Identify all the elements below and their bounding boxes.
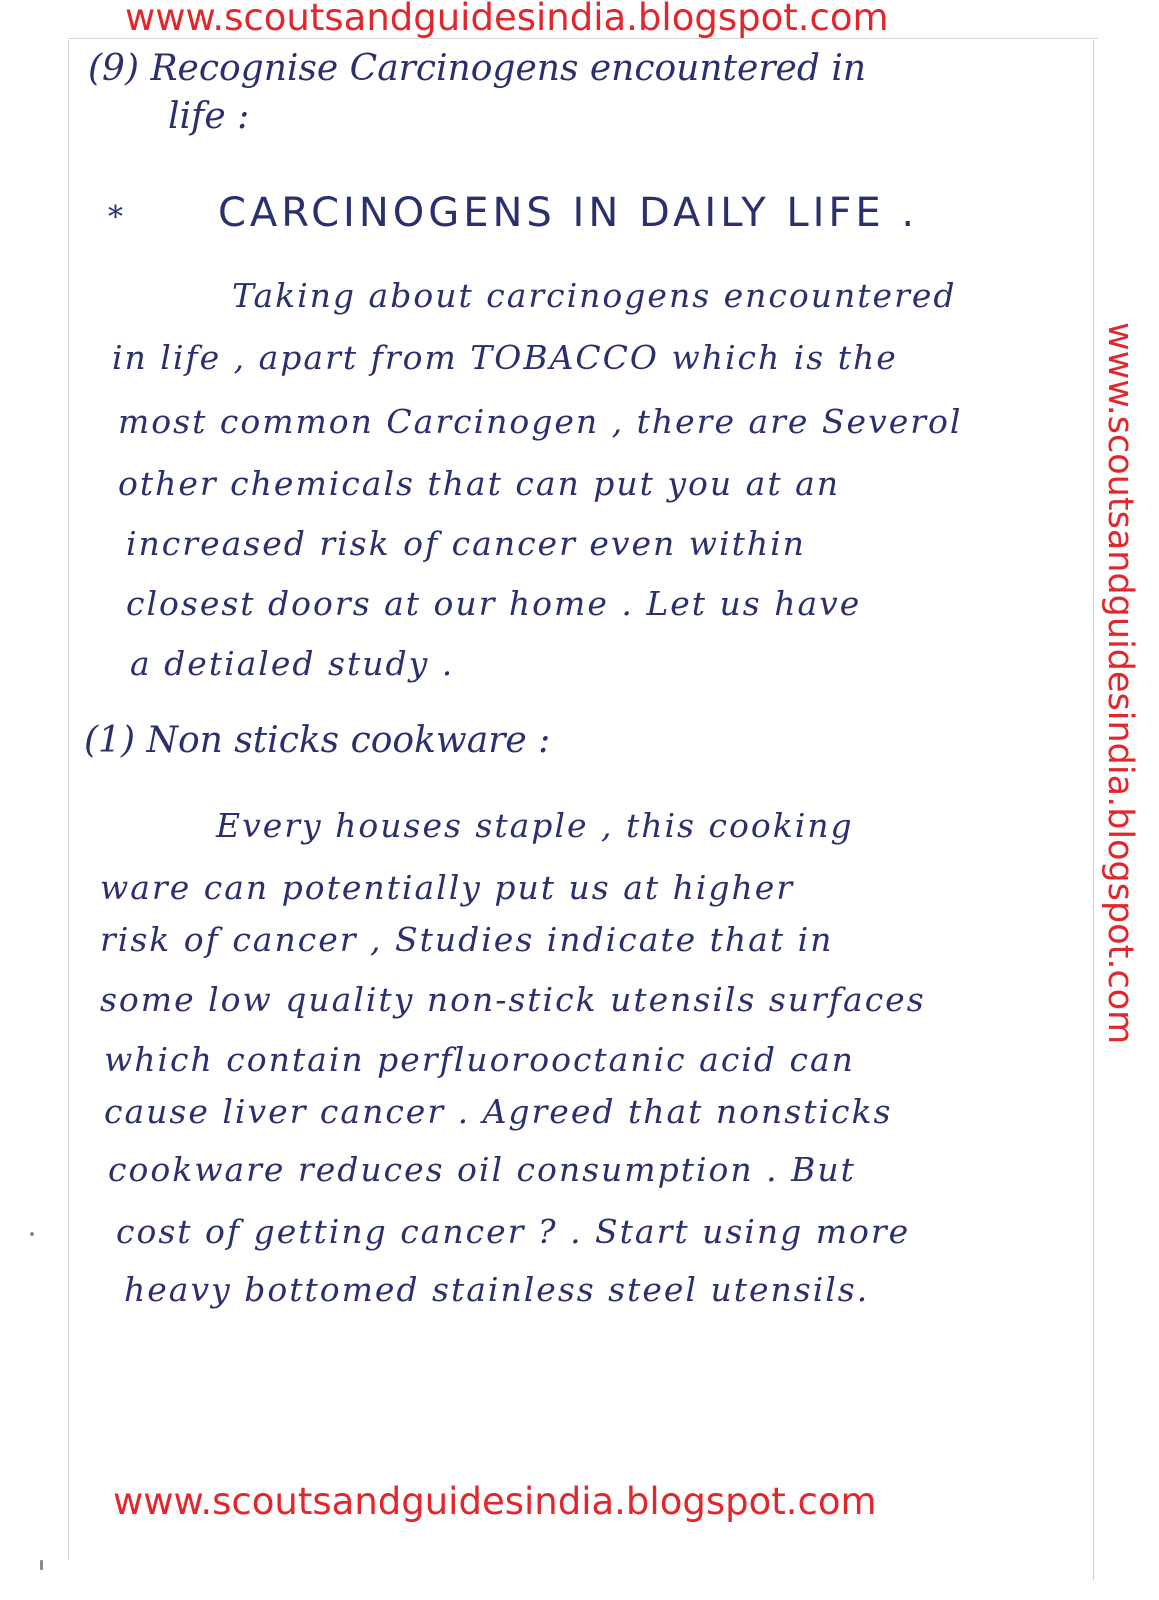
- section1-line-4: some low quality non-stick utensils surfaces: [100, 980, 926, 1019]
- section1-line-7: cookware reduces oil consumption . But: [108, 1150, 856, 1189]
- section-title: CARCINOGENS IN DAILY LIFE .: [218, 190, 919, 236]
- title-bullet: *: [108, 200, 123, 235]
- watermark-bottom: www.scoutsandguidesindia.blogspot.com: [113, 1480, 877, 1523]
- section1-line-9: heavy bottomed stainless steel utensils.: [124, 1270, 870, 1309]
- watermark-side: www.scoutsandguidesindia.blogspot.com: [1100, 322, 1140, 1045]
- section1-line-3: risk of cancer , Studies indicate that in: [100, 920, 834, 959]
- left-margin-line: [68, 40, 69, 1560]
- question-heading-line2: life :: [168, 96, 250, 137]
- subsection-heading-nonstick: (1) Non sticks cookware :: [84, 720, 551, 761]
- watermark-top: www.scoutsandguidesindia.blogspot.com: [125, 0, 889, 39]
- intro-line-7: a detialed study .: [130, 644, 455, 683]
- question-heading-line1: (9) Recognise Carcinogens encountered in: [88, 48, 867, 89]
- section1-line-8: cost of getting cancer ? . Start using more: [116, 1212, 911, 1251]
- section1-line-5: which contain perfluorooctanic acid can: [104, 1040, 855, 1079]
- section1-line-2: ware can potentially put us at higher: [100, 868, 795, 907]
- section1-line-6: cause liver cancer . Agreed that nonsticks: [104, 1092, 893, 1131]
- intro-line-4: other chemicals that can put you at an: [118, 464, 840, 503]
- intro-line-3: most common Carcinogen , there are Severol: [118, 402, 963, 441]
- paper-speck: [30, 1232, 34, 1236]
- right-margin-line: [1093, 40, 1094, 1580]
- paper-speck: [40, 1560, 43, 1570]
- intro-line-6: closest doors at our home . Let us have: [126, 584, 862, 623]
- intro-line-2: in life , apart from TOBACCO which is the: [112, 338, 898, 377]
- section1-line-1: Every houses staple , this cooking: [216, 806, 854, 845]
- intro-line-1: Taking about carcinogens encountered: [232, 276, 957, 315]
- intro-line-5: increased risk of cancer even within: [126, 524, 806, 563]
